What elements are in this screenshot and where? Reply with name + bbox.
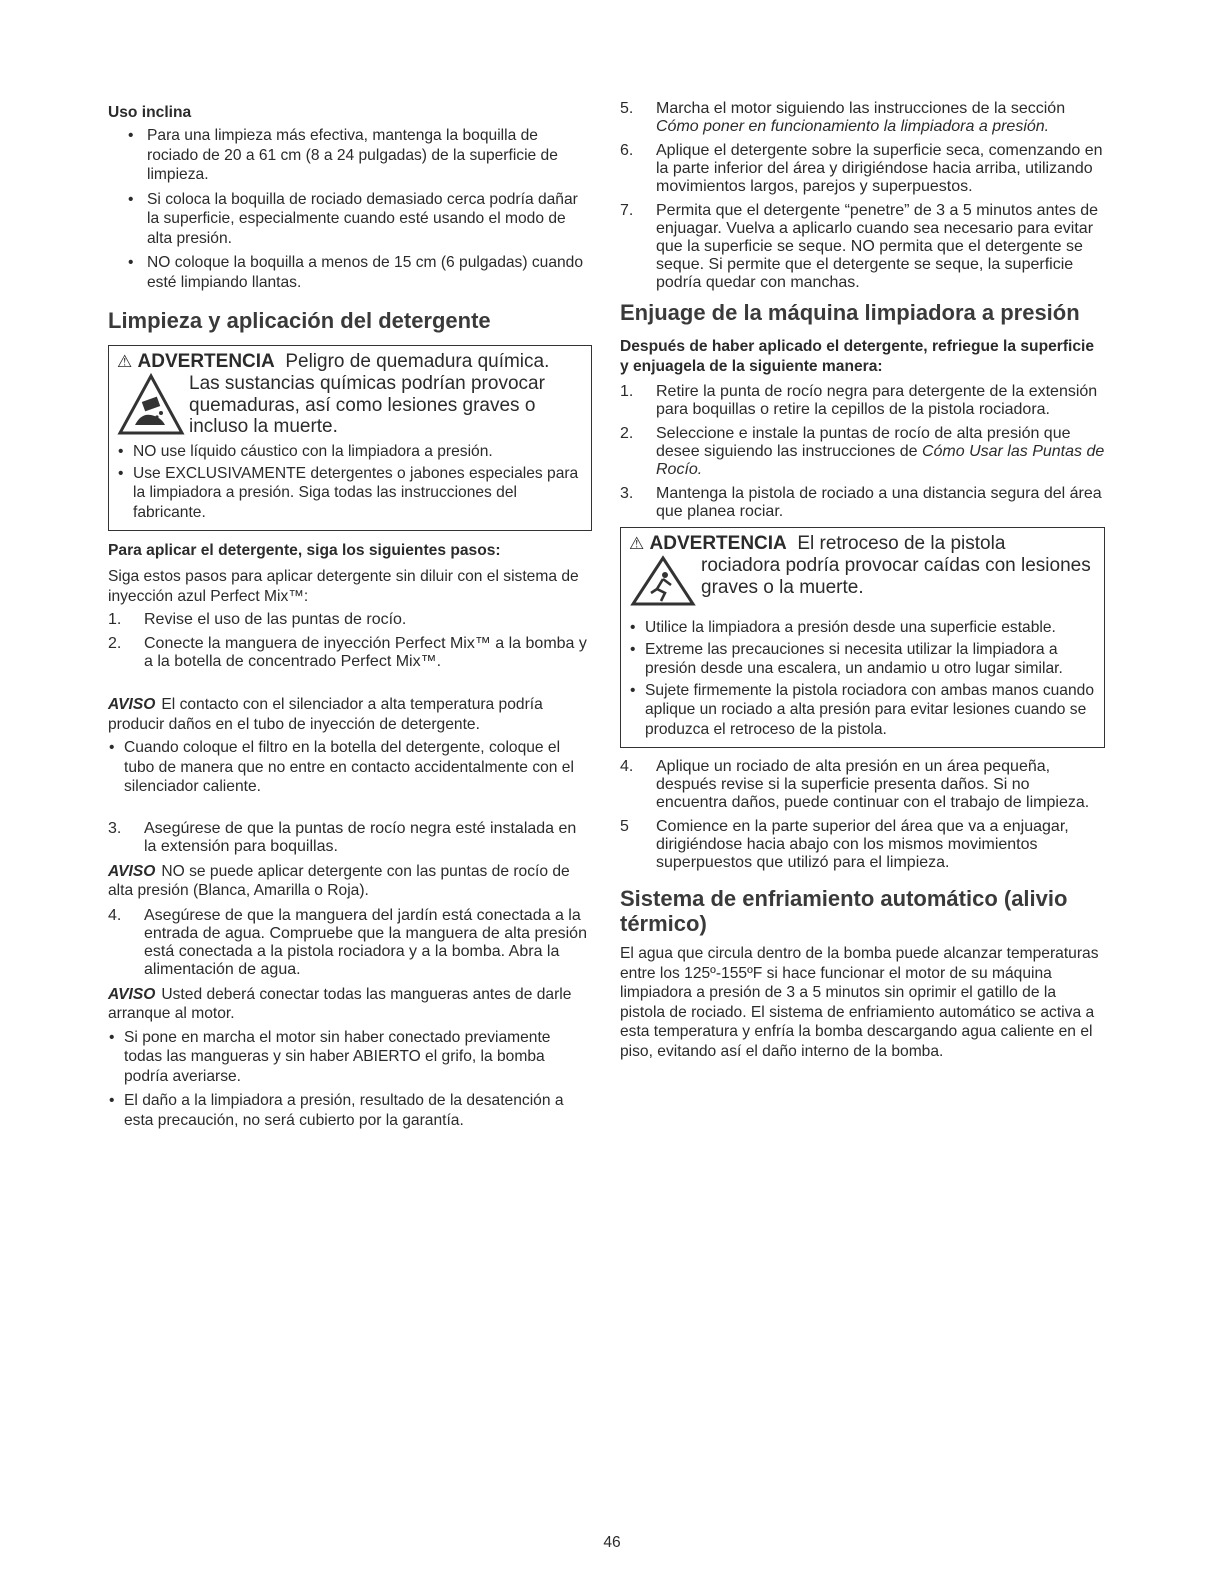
step-item [620,425,1105,479]
step-number: 3. [108,819,122,837]
step-number: 1. [620,383,634,400]
section-heading-detergente: Limpieza y aplicación del detergente [108,308,491,333]
uso-inclina-title: Uso inclina [108,104,192,121]
step-item [108,907,592,979]
step-number: 4. [108,906,122,924]
warning-list [629,618,1104,739]
left-column [108,100,592,1135]
step-item [108,820,592,856]
list-item: • Si pone en marcha el motor sin haber conectado previamente todas las mangueras y sin haber ABIERTO el grifo, la bomba podría averiarse. [108,1028,592,1087]
step-text: Marcha el motor siguiendo las instrucciones de la sección [656,100,1066,117]
list-item: • Use EXCLUSIVAMENTE detergentes o jabones especiales para la limpiadora a presión. Siga todas las instrucciones del fabricante. [117,464,591,523]
right-column [620,100,1105,1061]
step-text: Conecte la manguera de inyección Perfect Mix™ a la bomba y a la botella de concentrado Perfect Mix™. [144,635,587,670]
list-item: • Sujete firmemente la pistola rociadora con ambas manos cuando aplique un rociado a alta presión para evitar lesiones cuando se produzca el retroceso de la pistola. [629,681,1104,740]
step-number: 5. [620,100,634,117]
warning-title: Peligro de quemadura química. [285,351,550,372]
step-text: Permita que el detergente “penetre” de 3 a 5 minutos antes de enjuagar. Vuelva a aplicarlo cuando sea necesario para evitar que la superficie se seque. NO permita que el detergente se seque. Si permite que el detergente se seque, la superficie podría quedar con manchas. [656,202,1099,291]
step-text: Revise el uso de las puntas de rocío. [144,611,407,628]
steps-title: Para aplicar el detergente, siga los siguientes pasos: [108,542,501,559]
warning-list [117,442,591,522]
step-number: 2. [620,425,634,442]
step-item [620,142,1105,196]
step-reference: Cómo poner en funcionamiento la limpiadora a presión. [656,118,1050,135]
step-text: Asegúrese de que la manguera del jardín está conectada a la entrada de agua. Compruebe que la manguera de alta presión está conectada a la pistola rociadora y a la bomba. Abra la alimentación de agua. [144,906,587,978]
step-item [620,818,1105,872]
rinse-intro: Después de haber aplicado el detergente, refriegue la superficie y enjuagela de la siguiente manera: [620,338,1095,375]
step-number: 7. [620,202,634,219]
step-text: Aplique el detergente sobre la superficie seca, comenzando en la parte inferior del área y dirigiéndose hacia arriba, utilizando movimientos largos, parejos y superpuestos. [656,142,1103,195]
aviso-tips: AVISO NO se puede aplicar detergente con las puntas de rocío de alta presión (Blanca, Amarilla o Roja). [108,862,570,899]
step-text: Asegúrese de que la puntas de rocío negra esté instalada en la extensión para boquillas. [144,819,577,855]
step-number: 3. [620,485,634,502]
list-item: • Extreme las precauciones si necesita utilizar la limpiadora a presión desde una escalera, un andamio u otro lugar similar. [629,640,1104,679]
list-item: • NO coloque la boquilla a menos de 15 cm (6 pulgadas) cuando esté limpiando llantas. [108,253,592,292]
chemical-burn-icon [117,373,189,442]
chemical-burn-warning-box [108,345,592,531]
list-item: • El daño a la limpiadora a presión, resultado de la desatención a esta precaución, no será cubierto por la garantía. [108,1091,592,1130]
list-item: • NO use líquido cáustico con la limpiadora a presión. [117,442,591,462]
aviso-muffler: AVISO El contacto con el silenciador a alta temperatura podría producir daños en el tubo de inyección de detergente. [108,696,543,733]
aviso-label: AVISO [108,985,156,1003]
step-item [620,202,1105,292]
step-text: Retire la punta de rocío negra para detergente de la extensión para boquillas o retire la cepillos de la pistola rociadora. [656,383,1098,418]
cooling-text: El agua que circula dentro de la bomba puede alcanzar temperaturas entre los 125º-155ºF si hace funcionar el motor de su máquina limpiadora a presión de 3 a 5 minutos sin oprimir el gatillo de la pistola de rociado. El sistema de enfriamiento automático se activa a esta temperatura y enfría la bomba descargando agua caliente en el piso, evitando así el daño interno de la bomba. [620,945,1099,1060]
warning-title: El retroceso de la pistola [797,533,1006,554]
step-item [620,100,1105,136]
section-heading-enjuage: Enjuage de la máquina limpiadora a presión [620,300,1080,325]
step-item [620,758,1105,812]
warning-triangle-icon: ⚠ [117,352,133,371]
step-number: 1. [108,611,122,628]
warning-text: rociadora podría provocar caídas con lesiones graves o la muerte. [701,555,1091,598]
step-number: 4. [620,758,634,775]
list-item: • Cuando coloque el filtro en la botella del detergente, coloque el tubo de manera que no entre en contacto accidentalmente con el silenciador caliente. [108,738,592,797]
list-item: • Utilice la limpiadora a presión desde una superficie estable. [629,618,1104,638]
page-number: 46 [603,1534,621,1551]
step-item [620,383,1105,419]
section-heading-enfriamiento: Sistema de enfriamiento automático (alivio térmico) [620,886,1068,936]
aviso-list [108,1028,592,1131]
warning-label: ADVERTENCIA [649,533,787,554]
aviso-label: AVISO [108,696,156,713]
uso-inclina-list [108,126,592,292]
aviso-list [108,738,592,797]
list-item: • Si coloca la boquilla de rociado demasiado cerca podría dañar la superficie, especialmente cuando esté usando el modo de alta presión. [108,190,592,249]
warning-text: Las sustancias químicas podrían provocar quemaduras, así como lesiones graves o incluso la muerte. [189,373,545,437]
step-item [620,485,1105,521]
step-item [108,635,592,671]
step-text: Mantenga la pistola de rociado a una distancia segura del área que planea rociar. [656,485,1102,520]
kickback-warning-box [620,527,1105,748]
aviso-hoses: AVISO Usted deberá conectar todas las mangueras antes de darle arranque al motor. [108,985,572,1022]
steps-intro: Siga estos pasos para aplicar detergente sin diluir con el sistema de inyección azul Perfect Mix™: [108,568,579,605]
step-number: 2. [108,635,122,652]
step-text: Seleccione e instale la puntas de rocío de alta presión que desee siguiendo las instrucciones de [656,425,1071,460]
aviso-label: AVISO [108,862,156,880]
warning-triangle-icon: ⚠ [629,534,645,553]
fall-hazard-icon [629,555,701,612]
step-reference: Cómo Usar las Puntas de Rocío. [656,443,1105,478]
warning-label: ADVERTENCIA [137,351,275,372]
step-item [108,611,592,629]
step-number: 6. [620,142,634,159]
list-item: • Para una limpieza más efectiva, mantenga la boquilla de rociado de 20 a 61 cm (8 a 24 pulgadas) de la superficie de limpieza. [108,126,592,185]
step-text: Comience en la parte superior del área que va a enjuagar, dirigiéndose hacia abajo con los mismos movimientos superpuestos que utilizó para el limpieza. [656,818,1069,871]
step-text: Aplique un rociado de alta presión en un área pequeña, después revise si la superficie presenta daños. Si no encuentra daños, puede continuar con el trabajo de limpieza. [656,758,1090,811]
step-number: 5 [620,818,629,835]
